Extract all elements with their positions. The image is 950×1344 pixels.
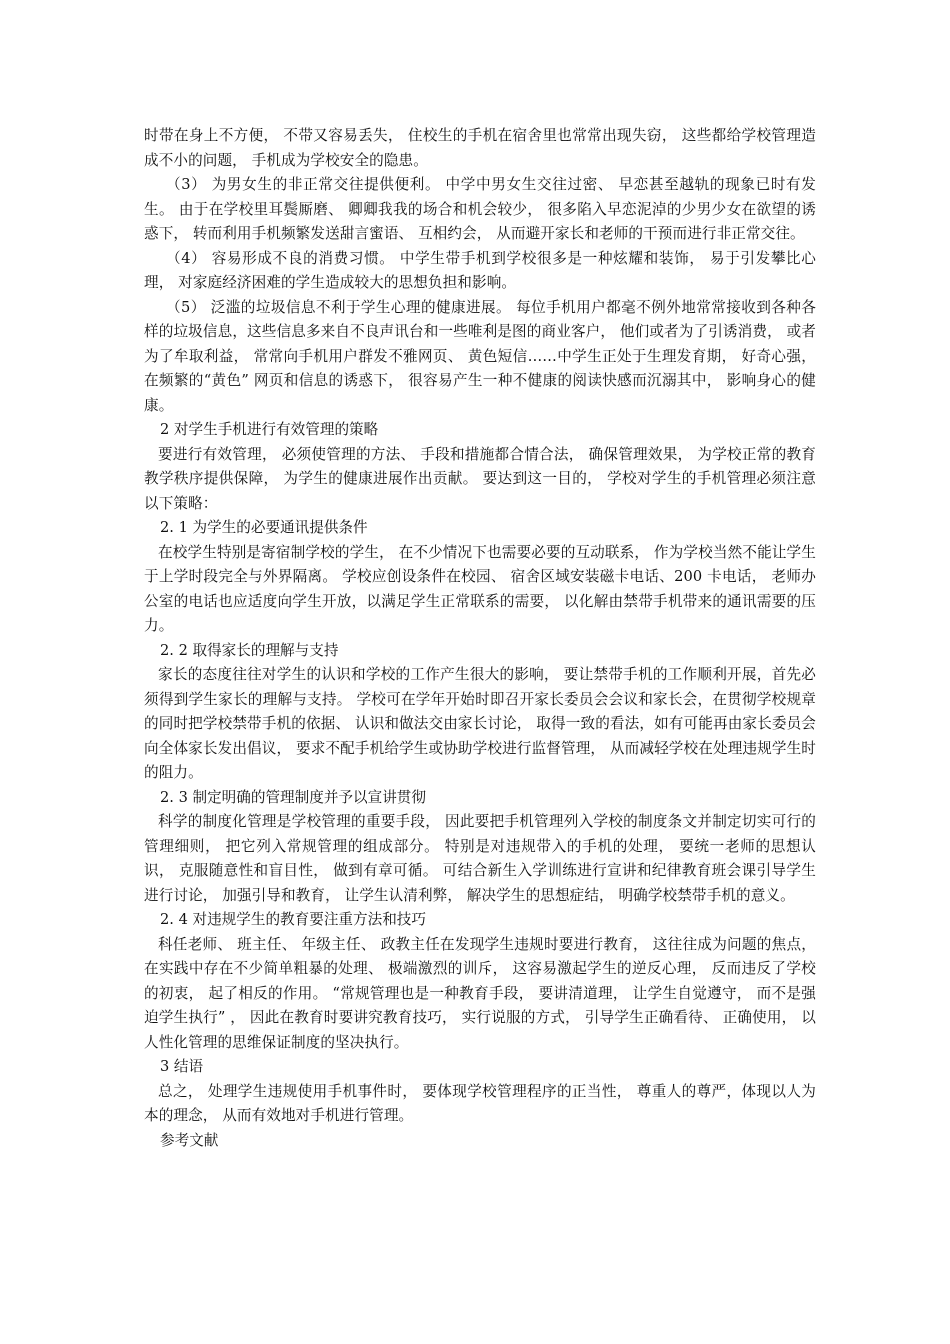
subsection-heading-2-1: 2. 1 为学生的必要通讯提供条件 [160,519,368,536]
paragraph-item-4: （4） 容易形成不良的消费习惯。 中学生带手机到学校很多是一种炫耀和装饰， 易于引发攀比心理， 对家庭经济困难的学生造成较大的思想负担和影响。 [144,249,816,291]
section-heading-2: 2 对学生手机进行有效管理的策略 [160,421,379,438]
subsection-heading-2-3: 2. 3 制定明确的管理制度并予以宣讲贯彻 [160,788,426,806]
subsection-heading-2-4: 2. 4 对违规学生的教育要注重方法和技巧 [160,911,426,928]
references-heading: 参考文献 [160,1131,219,1149]
paragraph-1: 时带在身上不方便， 不带又容易丢失， 住校生的手机在宿舍里也常常出现失窃， 这些都给学校管理造成不小的问题， 手机成为学校安全的隐患。 [144,127,816,169]
paragraph-conclusion: 总之， 处理学生违规使用手机事件时， 要体现学校管理程序的正当性， 尊重人的尊严，体现以人为本的理念， 从而有效地对手机进行管理。 [144,1082,816,1124]
paragraph-2-2: 家长的态度往往对学生的认识和学校的工作产生很大的影响， 要让禁带手机的工作顺利开展，首先必须得到学生家长的理解与支持。 学校可在学年开始时即召开家长委员会会议和家长会，在贯彻学校规章的同时把学校禁带手机的依据、 认识和做法交由家长讨论， 取得一致的看法，如有可能再由家长委员会向全体家长发出倡议， 要求不配手机给学生或协助学校进行监督管理， 从而减轻学校在处理违规学生时的阻力。 [144,666,816,781]
paragraph-2-1: 在校学生特别是寄宿制学校的学生， 在不少情况下也需要必要的互动联系， 作为学校当然不能让学生于上学时段完全与外界隔离。 学校应创设条件在校园、 宿舍区域安装磁卡电话、200 卡电话， 老师办公室的电话也应适度向学生开放，以满足学生正常联系的需要， 以化解由禁带手机带来的通讯需要的压力。 [144,543,816,634]
paragraph-2-3: 科学的制度化管理是学校管理的重要手段， 因此要把手机管理列入学校的制度条文并制定切实可行的管理细则， 把它列入常规管理的组成部分。 特别是对违规带入的手机的处理， 要统一老师的思想认识， 克服随意性和盲目性， 做到有章可循。 可结合新生入学训练进行宣讲和纪律教育班会课引导学生进行讨论， 加强引导和教育， 让学生认清利弊， 解决学生的思想症结， 明确学校禁带手机的意义。 [144,813,816,904]
section-heading-3: 3 结语 [160,1058,204,1075]
document-body [144,124,816,1153]
paragraph-item-5: （5） 泛滥的垃圾信息不利于学生心理的健康进展。 每位手机用户都毫不例外地常常接收到各种各样的垃圾信息，这些信息多来自不良声讯台和一些唯利是图的商业客户， 他们或者为了引诱消费， 或者为了牟取利益， 常常向手机用户群发不雅网页、 黄色短信……中学生正处于生理发育期， 好奇心强， 在频繁的“黄色” 网页和信息的诱惑下， 很容易产生一种不健康的阅读快感而沉溺其中， 影响身心的健康。 [144,298,816,414]
paragraph-2-4: 科任老师、 班主任、 年级主任、 政教主任在发现学生违规时要进行教育， 这往往成为问题的焦点， 在实践中存在不少简单粗暴的处理、 极端激烈的训斥， 这容易激起学生的逆反心理， 反而违反了学校的初衷， 起了相反的作用。 “常规管理也是一种教育手段， 要讲清道理， 让学生自觉遵守， 而不是强迫学生执行” ， 因此在教育时要讲究教育技巧， 实行说服的方式， 引导学生正确看待、 正确使用， 以人性化管理的思维保证制度的坚决执行。 [144,935,816,1051]
paragraph-item-3: （3） 为男女生的非正常交往提供便利。 中学中男女生交往过密、 早恋甚至越轨的现象已时有发生。 由于在学校里耳鬓厮磨、 卿卿我我的场合和机会较少， 很多陷入早恋泥淖的少男少女在欲望的诱惑下， 转而利用手机频繁发送甜言蜜语、 互相约会， 从而避开家长和老师的干预而进行非正常交往。 [144,176,816,242]
subsection-heading-2-2: 2. 2 取得家长的理解与支持 [160,641,339,659]
paragraph-section-2-intro: 要进行有效管理， 必须使管理的方法、 手段和措施都合情合法， 确保管理效果， 为学校正常的教育教学秩序提供保障， 为学生的健康进展作出贡献。 要达到这一目的， 学校对学生的手机管理必须注意以下策略： [144,445,816,512]
